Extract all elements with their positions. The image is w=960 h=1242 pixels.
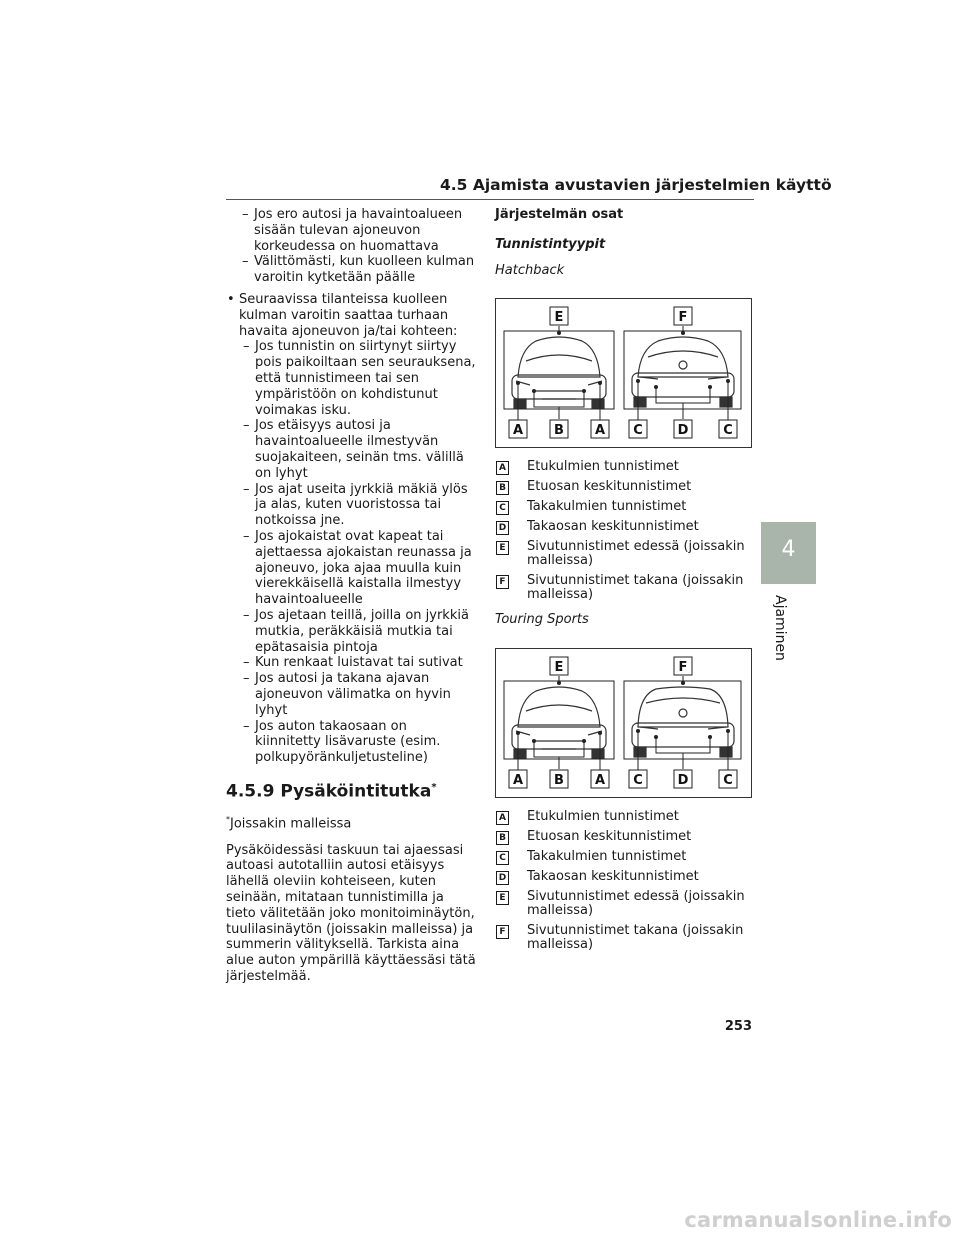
list-item: – Välittömästi, kun kuolleen kulman varoitin kytketään päälle [226, 254, 476, 286]
figure-label-B: B [554, 423, 564, 439]
components-heading: Järjestelmän osat [495, 207, 624, 222]
legend-item [495, 890, 755, 918]
legend-text: Etuosan keskitunnistimet [527, 829, 692, 845]
legend-key: E [496, 541, 509, 555]
page-number: 253 [724, 1019, 752, 1034]
legend-key: B [496, 831, 509, 845]
section-heading-text: 4.5.9 Pysäköintitutka [226, 781, 432, 802]
legend-item [495, 870, 755, 884]
legend-key: F [496, 925, 509, 939]
list-item: – Jos ajokaistat ovat kapeat tai ajettaessa ajokaistan reunassa ja ajoneuvo, joka ajaa muulla kuin vierekkäisellä kaistalla ilmestyy havaintoalueelle [226, 529, 476, 608]
header-divider [226, 199, 754, 200]
car-front-illustration [512, 337, 606, 408]
legend-text: Etukulmien tunnistimet [527, 459, 679, 475]
legend-text: Sivutunnistimet edessä (joissakin malleissa) [527, 889, 745, 919]
legend-text: Sivutunnistimet edessä (joissakin malleissa) [527, 539, 745, 569]
sensor-types-heading: Tunnistintyypit [495, 236, 606, 252]
figure-label-A: A [594, 773, 606, 789]
legend-text: Sivutunnistimet takana (joissakin malleissa) [527, 923, 744, 953]
figure-label-E: E [554, 310, 564, 326]
sensor-diagram-touring [496, 649, 751, 797]
list-item: – Jos ajetaan teillä, joilla on jyrkkiä mutkia, peräkkäisiä mutkia tai epätasaisia pintoja [226, 608, 476, 655]
figure-label-A: A [512, 423, 524, 439]
list-item: – Kun renkaat luistavat tai sutivat [226, 655, 476, 671]
watermark: carmanualsonline.info [684, 1208, 952, 1232]
legend-key: D [496, 871, 509, 885]
legend-item [495, 480, 755, 494]
variant-touring-label: Touring Sports [495, 612, 589, 628]
right-column [495, 207, 755, 958]
legend-item [495, 810, 755, 824]
legend-key: D [496, 521, 509, 535]
car-front-illustration [512, 687, 606, 758]
list-item: – Jos auton takaosaan on kiinnitetty lisävaruste (esim. polkupyöränkuljetusteline) [226, 719, 476, 766]
variant-hatchback-label: Hatchback [495, 262, 565, 278]
legend-key: C [496, 851, 509, 865]
chapter-tab-number: 4 [781, 537, 796, 562]
sensor-diagram-hatchback [496, 299, 751, 447]
list-item: – Jos tunnistin on siirtynyt siirtyy pois paikoiltaan sen seurauksena, että tunnistimeen tai sen ympäristöön on kohdistunut voimakas isku. [226, 339, 476, 418]
legend-item [495, 924, 755, 952]
figure-label-D: D [677, 423, 689, 439]
legend-item [495, 850, 755, 864]
legend-text: Etuosan keskitunnistimet [527, 479, 692, 495]
body-paragraph: Pysäköidessäsi taskuun tai ajaessasi autoasi autotalliin autosi etäisyys lähellä oleviin kohteiseen, kuten seinään, mitataan tunnistimilla ja tieto välitetään joko monitoiminäytön, tuulilasinäytön (joissakin malleissa) ja summerin välityksellä. Tarkista aina alue auton ympärillä käyttäessäsi tätä järjestelmää. [226, 842, 476, 985]
legend-key: A [496, 461, 509, 475]
legend-key: B [496, 481, 509, 495]
sensor-figure-touring [495, 648, 752, 798]
footnote-mark: * [226, 814, 230, 824]
legend-text: Sivutunnistimet takana (joissakin malleissa) [527, 573, 744, 603]
legend-item [495, 520, 755, 534]
figure-label-C: C [723, 773, 733, 789]
figure-label-A: A [594, 423, 606, 439]
list-item: – Jos etäisyys autosi ja havaintoalueelle ilmestyvän suojakaiteen, seinän tms. välillä on lyhyt [226, 418, 476, 481]
figure-label-C: C [633, 423, 643, 439]
figure-label-B: B [554, 773, 564, 789]
legend-text: Takaosan keskitunnistimet [527, 869, 699, 885]
figure-label-D: D [677, 773, 689, 789]
list-item: – Jos ajat useita jyrkkiä mäkiä ylös ja alas, kuten vuoristossa tai notkoissa jne. [226, 482, 476, 529]
legend-text: Takakulmien tunnistimet [527, 499, 687, 515]
legend-item [495, 830, 755, 844]
legend-text: Takaosan keskitunnistimet [527, 519, 699, 535]
chapter-tab-label: Ajaminen [772, 595, 788, 661]
footnote-text: Joissakin malleissa [230, 815, 352, 831]
section-heading [226, 778, 476, 802]
car-rear-illustration [632, 337, 734, 407]
figure-label-A: A [512, 773, 524, 789]
legend-text: Etukulmien tunnistimet [527, 809, 679, 825]
section-heading-mark: * [431, 781, 437, 793]
header-title: 4.5 Ajamista avustavien järjestelmien käyttö [440, 176, 832, 194]
legend-item [495, 460, 755, 474]
legend-key: C [496, 501, 509, 515]
list-item: – Jos ero autosi ja havaintoalueen sisään tulevan ajoneuvon korkeudessa on huomattava [226, 207, 476, 254]
footnote [226, 812, 476, 832]
figure-label-C: C [633, 773, 643, 789]
legend-hatchback [495, 460, 755, 602]
sensor-figure-hatchback [495, 298, 752, 448]
legend-key: A [496, 811, 509, 825]
car-rear-illustration [632, 687, 734, 757]
bullet-item: • Seuraavissa tilanteissa kuolleen kulman varoitin saattaa turhaan havaita ajoneuvon ja/tai kohteen: [226, 292, 476, 339]
legend-item [495, 500, 755, 514]
legend-key: E [496, 891, 509, 905]
left-column [226, 207, 476, 985]
list-item: – Jos autosi ja takana ajavan ajoneuvon välimatka on hyvin lyhyt [226, 671, 476, 718]
figure-label-C: C [723, 423, 733, 439]
legend-key: F [496, 575, 509, 589]
legend-text: Takakulmien tunnistimet [527, 849, 687, 865]
figure-label-F: F [678, 310, 688, 326]
legend-item [495, 540, 755, 568]
legend-touring [495, 810, 755, 952]
legend-item [495, 574, 755, 602]
figure-label-F: F [678, 660, 688, 676]
figure-label-E: E [554, 660, 564, 676]
